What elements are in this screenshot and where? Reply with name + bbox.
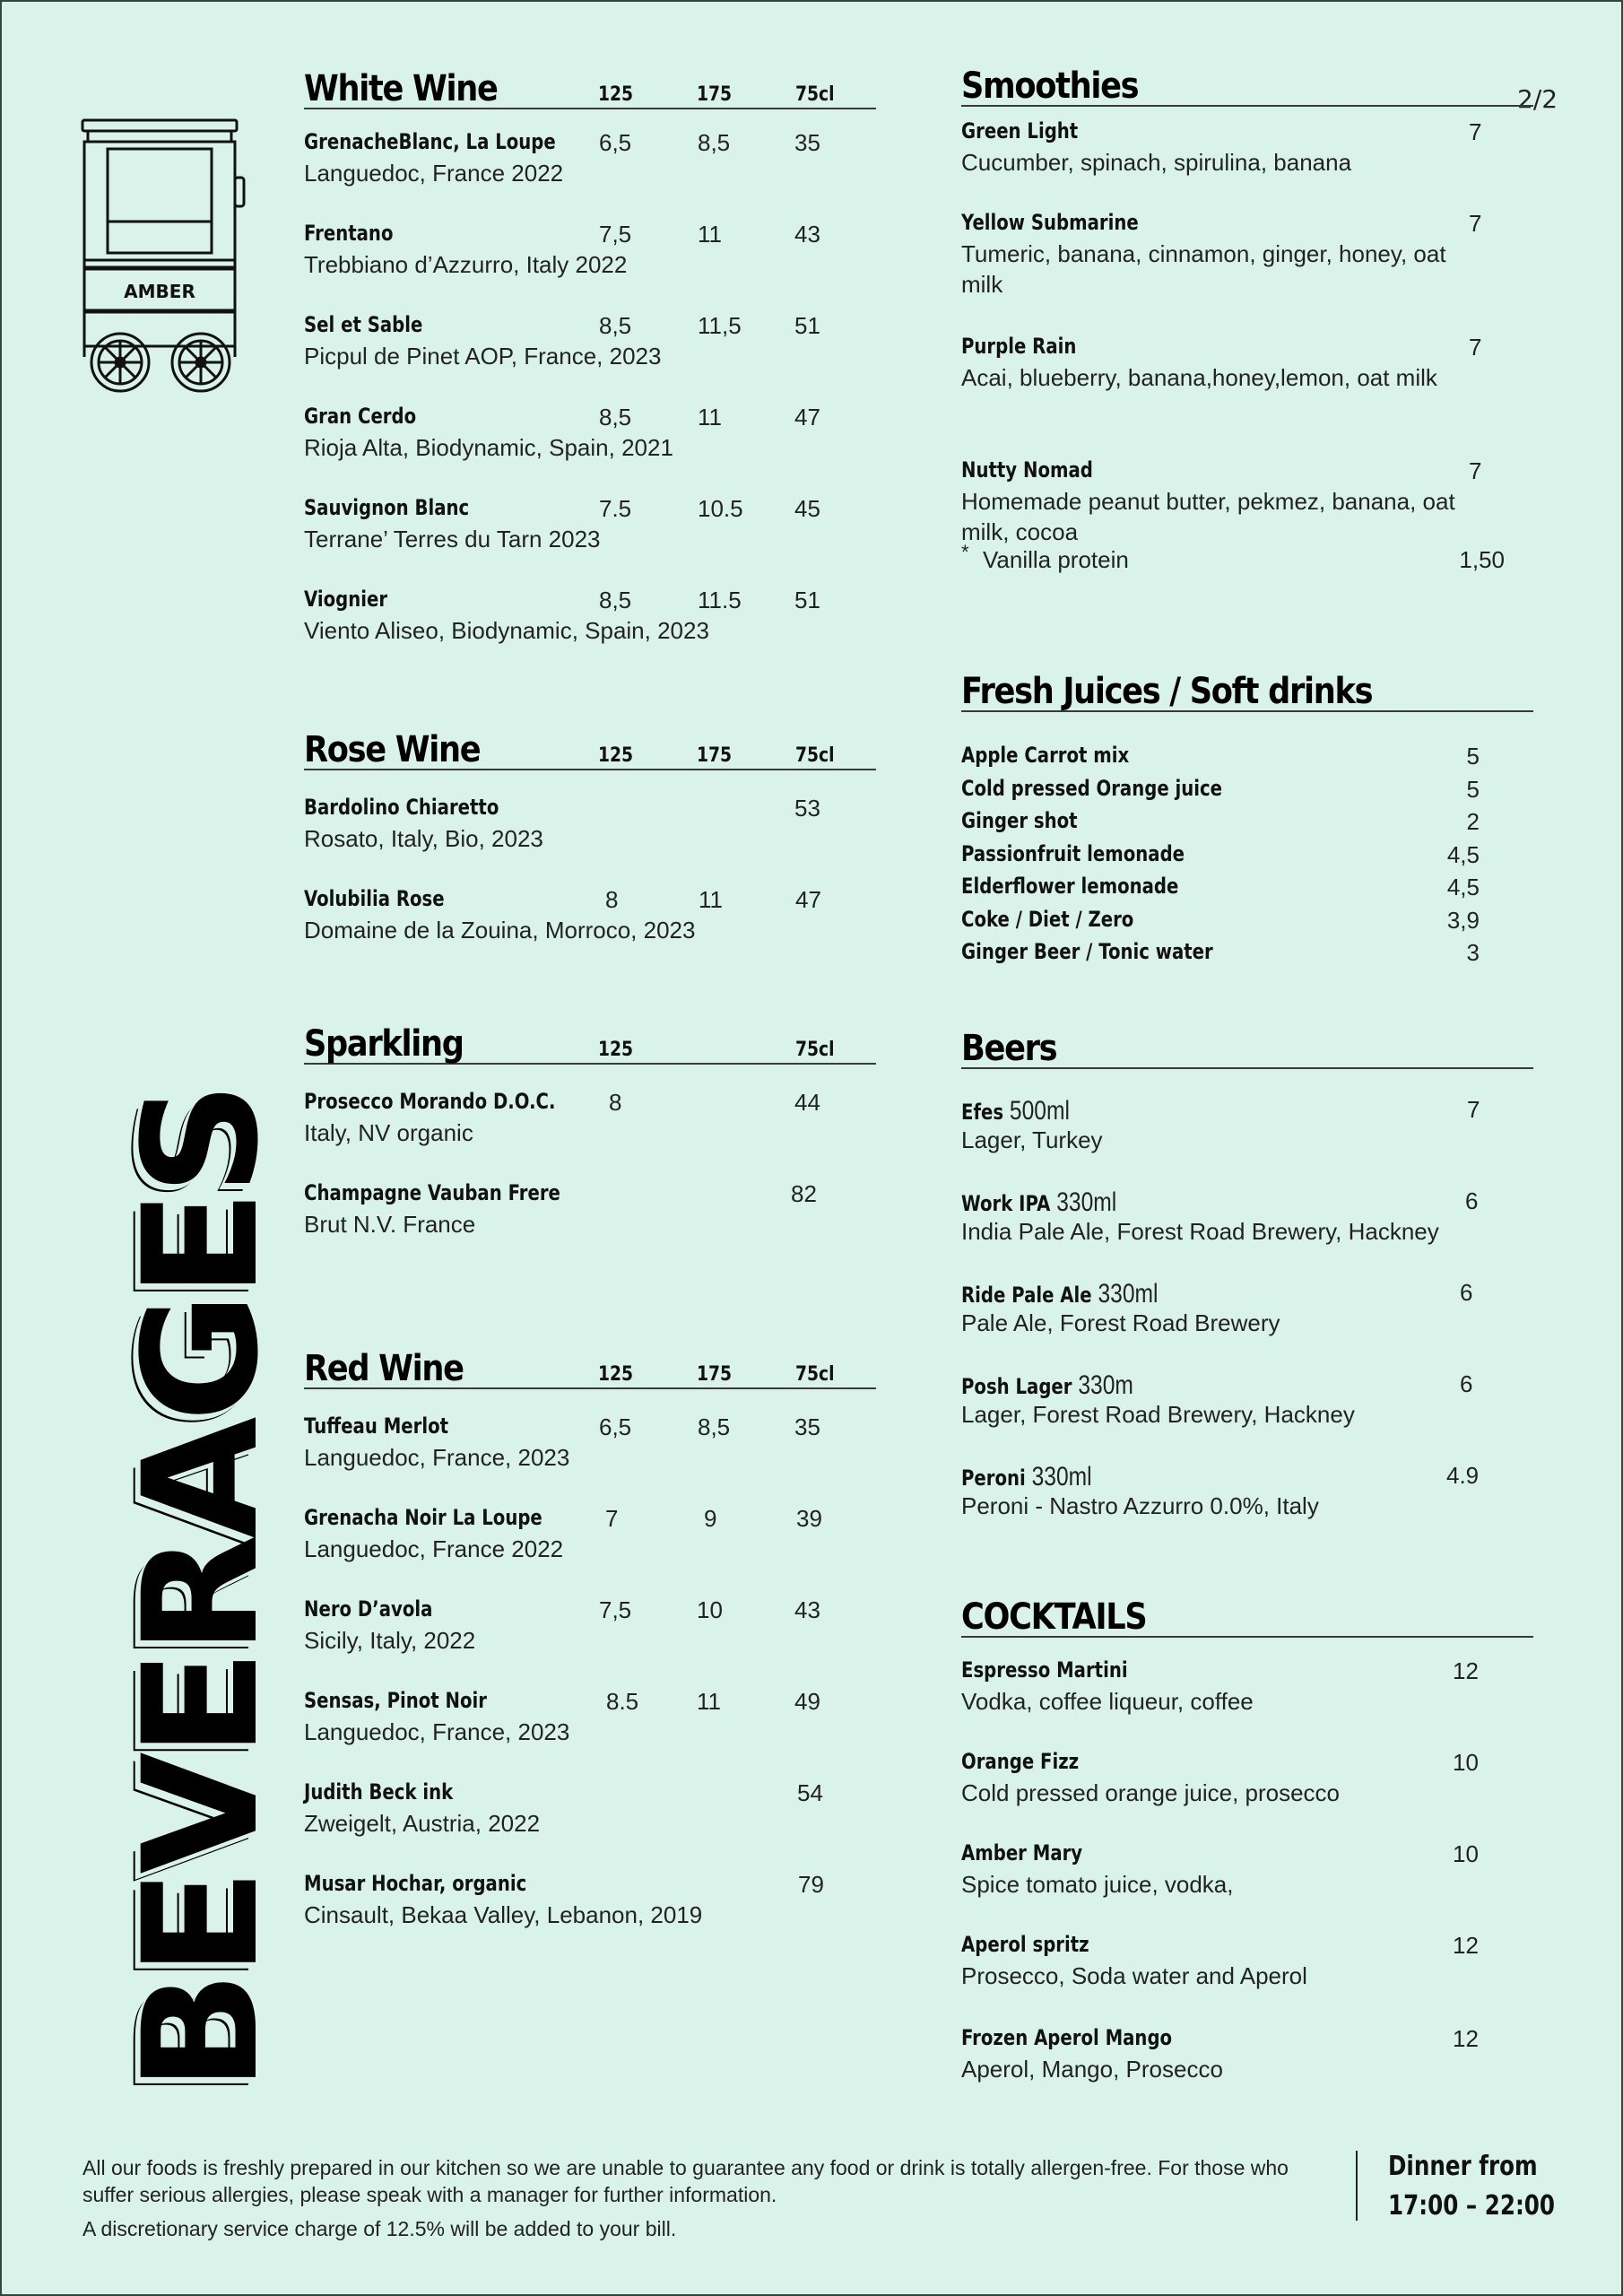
price-125: 8 (609, 1089, 622, 1116)
price-175: 10 (697, 1596, 723, 1623)
menu-item (961, 1926, 1533, 2020)
menu-item (304, 1408, 876, 1500)
item-price: 6 (1460, 1279, 1473, 1306)
price-175: 11 (699, 886, 723, 913)
menu-item (304, 1774, 876, 1866)
item-description: Languedoc, France 2022 (304, 1535, 564, 1562)
list-item (961, 939, 1533, 972)
section-title: Fresh Juices / Soft drinks (961, 671, 1373, 712)
item-description: Languedoc, France, 2023 (304, 1718, 570, 1745)
price-75cl: 45 (794, 495, 820, 522)
menu-item (304, 1591, 876, 1683)
column-header-125: 125 (598, 744, 634, 767)
dinner-time: 17:00 – 22:00 (1388, 2190, 1556, 2222)
menu-item (304, 215, 876, 307)
item-description: Spice tomato juice, vodka, (961, 1871, 1234, 1898)
item-description: Domaine de la Zouina, Morroco, 2023 (304, 917, 696, 944)
item-name (961, 1462, 1092, 1492)
item-description: Zweigelt, Austria, 2022 (304, 1810, 541, 1837)
item-price: 12 (1453, 2025, 1479, 2052)
item-price: 7 (1469, 457, 1482, 484)
beer-name: Work IPA (961, 1191, 1051, 1216)
menu-item (304, 490, 876, 581)
item-name: Judith Beck ink (304, 1779, 454, 1805)
item-price: 5 (1466, 743, 1480, 770)
item-description: Lager, Forest Road Brewery, Hackney (961, 1401, 1355, 1428)
service-charge-notice: A discretionary service charge of 12.5% will be added to your bill. (82, 2217, 677, 2240)
price-175: 11.5 (698, 587, 742, 613)
price-175: 9 (704, 1505, 717, 1532)
section-title: White Wine (304, 68, 498, 109)
section-header (961, 665, 1533, 712)
item-name: Nutty Nomad (961, 457, 1093, 483)
column-header-75cl: 75cl (795, 1039, 835, 1061)
menu-item (961, 113, 1533, 204)
price-75cl: 43 (794, 1596, 820, 1623)
price-75cl: 53 (794, 795, 820, 822)
price-175: 8,5 (698, 129, 731, 156)
price-75cl: 39 (796, 1505, 822, 1532)
price-75cl: 43 (794, 221, 820, 248)
menu-item (304, 307, 876, 398)
price-175: 10.5 (698, 495, 743, 522)
section-title: Red Wine (304, 1348, 464, 1389)
menu-item (304, 124, 876, 215)
item-name: Cold pressed Orange juice (961, 775, 1223, 801)
price-175: 11 (698, 221, 722, 248)
price-125: 8,5 (599, 587, 632, 613)
price-75cl: 54 (797, 1779, 823, 1806)
price-125: 6,5 (599, 129, 632, 156)
price-125: 7 (605, 1505, 619, 1532)
beer-name: Peroni (961, 1465, 1026, 1491)
item-name: Ginger shot (961, 808, 1078, 833)
column-header-175: 175 (697, 1363, 733, 1386)
list-item (961, 808, 1533, 841)
item-price: 10 (1453, 1749, 1479, 1776)
item-description: Rosato, Italy, Bio, 2023 (304, 825, 543, 852)
beer-size: 330ml (1056, 1187, 1117, 1217)
column-header-75cl: 75cl (795, 1363, 835, 1386)
menu-item (961, 328, 1533, 452)
list-item (961, 841, 1533, 874)
item-name (961, 1096, 1070, 1126)
menu-item (304, 881, 876, 972)
item-price: 10 (1453, 1840, 1479, 1867)
item-price: 6 (1465, 1187, 1479, 1214)
item-description: Trebbiano d’Azzurro, Italy 2022 (304, 251, 628, 278)
item-price: 4,5 (1446, 840, 1480, 868)
beer-size: 330ml (1098, 1279, 1159, 1309)
item-description: Sicily, Italy, 2022 (304, 1627, 476, 1654)
item-description: Languedoc, France, 2023 (304, 1444, 570, 1471)
item-description: Rioja Alta, Biodynamic, Spain, 2021 (304, 434, 673, 461)
item-description: Picpul de Pinet AOP, France, 2023 (304, 343, 662, 370)
item-description: Aperol, Mango, Prosecco (961, 2056, 1223, 2083)
price-75cl: 82 (791, 1180, 817, 1207)
item-name: Sensas, Pinot Noir (304, 1688, 487, 1713)
price-75cl: 47 (794, 404, 820, 430)
item-description: Terrane’ Terres du Tarn 2023 (304, 526, 601, 552)
menu-item (304, 789, 876, 881)
column-header-175: 175 (697, 744, 733, 767)
column-header-75cl: 75cl (795, 83, 835, 106)
menu-item (304, 1500, 876, 1591)
section-title: Sparkling (304, 1023, 464, 1065)
item-name: Viognier (304, 587, 388, 612)
section-header (961, 1591, 1533, 1638)
menu-item (304, 1175, 876, 1266)
price-175: 11,5 (698, 312, 742, 339)
price-75cl: 35 (794, 129, 820, 156)
item-name: Sel et Sable (304, 312, 423, 337)
item-name: Bardolino Chiaretto (304, 795, 499, 820)
item-description: Brut N.V. France (304, 1211, 476, 1238)
allergy-notice: All our foods is freshly prepared in our kitchen so we are unable to guarantee any food or drink is totally allergen-free. For those who suffer serious allergies, please speak with a manager for further information. (82, 2156, 1289, 2206)
item-name: Orange Fizz (961, 1749, 1080, 1774)
menu-item (304, 581, 876, 673)
item-name: Aperol spritz (961, 1932, 1089, 1957)
item-name (961, 1370, 1133, 1401)
item-price: 5 (1466, 775, 1480, 803)
logo-text: AMBER (124, 281, 195, 302)
item-description: Cucumber, spinach, spirulina, banana (961, 149, 1352, 176)
menu-item (961, 1744, 1533, 1835)
item-description: Prosecco, Soda water and Aperol (961, 1962, 1307, 1989)
item-description: Italy, NV organic (304, 1119, 473, 1146)
dinner-hours (1388, 2147, 1555, 2226)
rose-wine-section (304, 724, 876, 972)
asterisk-icon: * (961, 541, 969, 563)
item-name: Espresso Martini (961, 1657, 1128, 1683)
menu-item (961, 1182, 1533, 1274)
price-175: 11 (697, 1688, 721, 1715)
column-header-75cl: 75cl (795, 744, 835, 767)
price-75cl: 51 (794, 587, 820, 613)
item-name: Grenacha Noir La Loupe (304, 1505, 542, 1530)
list-item (961, 743, 1533, 776)
item-description: Acai, blueberry, banana,honey,lemon, oat milk (961, 364, 1437, 391)
beer-name: Posh Lager (961, 1374, 1072, 1399)
item-price: 3 (1466, 939, 1480, 966)
item-name: Amber Mary (961, 1840, 1083, 1866)
cocktails-section (961, 1591, 1533, 2111)
item-name: Champagne Vauban Frere (304, 1180, 560, 1205)
price-125: 8.5 (606, 1688, 639, 1715)
section-header (304, 63, 876, 109)
menu-item (961, 1365, 1533, 1457)
item-price: 7 (1469, 210, 1482, 237)
item-name: Frentano (304, 221, 394, 246)
item-name: Yellow Submarine (961, 210, 1139, 235)
item-name: GrenacheBlanc, La Loupe (304, 129, 556, 154)
item-name: Volubilia Rose (304, 886, 445, 911)
menu-item (961, 1835, 1533, 1926)
item-description: Viento Aliseo, Biodynamic, Spain, 2023 (304, 617, 709, 644)
menu-item (961, 1274, 1533, 1365)
price-125: 8,5 (599, 404, 632, 430)
menu-item (961, 204, 1533, 328)
dinner-label: Dinner from (1388, 2151, 1538, 2182)
item-name (961, 1279, 1159, 1309)
section-header (961, 1022, 1533, 1069)
menu-item (961, 1457, 1533, 1548)
price-175: 11 (698, 404, 722, 430)
menu-item (304, 1683, 876, 1774)
item-description: Homemade peanut butter, pekmez, banana, oat milk, cocoa (961, 488, 1455, 545)
item-price: 7 (1469, 118, 1482, 145)
price-75cl: 47 (795, 886, 821, 913)
item-price: 2 (1466, 808, 1480, 835)
item-price: 6 (1460, 1370, 1473, 1397)
price-75cl: 44 (794, 1089, 820, 1116)
addon-label: Vanilla protein (983, 546, 1129, 573)
item-price: 12 (1453, 1932, 1479, 1959)
item-name: Nero D’avola (304, 1596, 433, 1622)
section-header (304, 724, 876, 770)
item-description: Cinsault, Bekaa Valley, Lebanon, 2019 (304, 1901, 703, 1928)
menu-item (961, 452, 1533, 546)
section-header (961, 60, 1533, 107)
section-title: COCKTAILS (961, 1596, 1147, 1638)
menu-item (961, 1652, 1533, 1744)
column-header-125: 125 (598, 1039, 634, 1061)
item-name: Coke / Diet / Zero (961, 906, 1134, 932)
item-name (961, 1187, 1116, 1218)
item-name: Apple Carrot mix (961, 743, 1130, 768)
item-description: Peroni - Nastro Azzurro 0.0%, Italy (961, 1492, 1319, 1519)
menu-item (304, 1866, 876, 1957)
price-125: 6,5 (599, 1413, 632, 1440)
column-header-125: 125 (598, 1363, 634, 1386)
item-name: Sauvignon Blanc (304, 495, 470, 520)
beer-size: 330m (1078, 1370, 1133, 1400)
price-125: 7,5 (599, 221, 632, 248)
page-number: 2/2 (1517, 84, 1558, 114)
juices-section (961, 665, 1533, 972)
menu-item (961, 1091, 1533, 1182)
item-description: Languedoc, France 2022 (304, 160, 564, 187)
item-name: Purple Rain (961, 334, 1077, 359)
menu-item (961, 2020, 1533, 2111)
item-price: 4,5 (1446, 874, 1480, 900)
item-price: 3,9 (1446, 906, 1480, 934)
item-description: Vodka, coffee liqueur, coffee (961, 1688, 1254, 1715)
red-wine-section (304, 1343, 876, 1957)
price-175: 8,5 (698, 1413, 731, 1440)
white-wine-section (304, 63, 876, 673)
price-75cl: 35 (794, 1413, 820, 1440)
item-name: Gran Cerdo (304, 404, 417, 429)
beverages-title: BEVERAGES (109, 1087, 293, 2092)
item-description: India Pale Ale, Forest Road Brewery, Hackney (961, 1218, 1439, 1245)
item-price: 7 (1469, 334, 1482, 361)
footer-divider (1356, 2151, 1358, 2221)
item-name: Frozen Aperol Mango (961, 2025, 1173, 2050)
section-title: Rose Wine (304, 729, 481, 770)
item-name: Tuffeau Merlot (304, 1413, 449, 1439)
column-header-175: 175 (697, 83, 733, 106)
price-125: 8,5 (599, 312, 632, 339)
beers-section (961, 1022, 1533, 1548)
beer-size: 330ml (1031, 1462, 1092, 1492)
item-name: Passionfruit lemonade (961, 840, 1185, 866)
beer-name: Ride Pale Ale (961, 1283, 1092, 1308)
section-title: Beers (961, 1028, 1057, 1069)
item-description: Pale Ale, Forest Road Brewery (961, 1309, 1280, 1336)
item-name: Elderflower lemonade (961, 874, 1179, 899)
item-price: 4.9 (1446, 1462, 1480, 1489)
item-description: Cold pressed orange juice, prosecco (961, 1779, 1341, 1806)
price-125: 7,5 (599, 1596, 632, 1623)
price-75cl: 49 (794, 1688, 820, 1715)
section-title: Smoothies (961, 65, 1139, 107)
item-name: Musar Hochar, organic (304, 1871, 527, 1896)
section-header (304, 1343, 876, 1389)
item-name: Green Light (961, 118, 1079, 144)
menu-item (304, 1083, 876, 1175)
addon-price: 1,50 (1459, 546, 1505, 573)
column-header-125: 125 (598, 83, 634, 106)
item-name: Ginger Beer / Tonic water (961, 939, 1213, 964)
smoothies-section (961, 60, 1533, 582)
item-description: Lager, Turkey (961, 1126, 1103, 1153)
item-name: Prosecco Morando D.O.C. (304, 1089, 556, 1114)
addon-row (961, 541, 1533, 582)
list-item (961, 776, 1533, 809)
list-item (961, 874, 1533, 907)
price-75cl: 51 (794, 312, 820, 339)
menu-item (304, 398, 876, 490)
footer-notes (82, 2154, 1338, 2249)
beer-name: Efes (961, 1100, 1004, 1125)
section-header (304, 1018, 876, 1065)
item-description: Tumeric, banana, cinnamon, ginger, honey, oat milk (961, 240, 1446, 298)
price-125: 7.5 (599, 495, 632, 522)
price-75cl: 79 (798, 1871, 824, 1898)
list-item (961, 907, 1533, 940)
food-cart-logo-icon (81, 118, 260, 396)
item-price: 12 (1453, 1657, 1479, 1684)
price-125: 8 (605, 886, 619, 913)
item-price: 7 (1467, 1096, 1480, 1123)
beer-size: 500ml (1009, 1096, 1070, 1126)
sparkling-section (304, 1018, 876, 1266)
